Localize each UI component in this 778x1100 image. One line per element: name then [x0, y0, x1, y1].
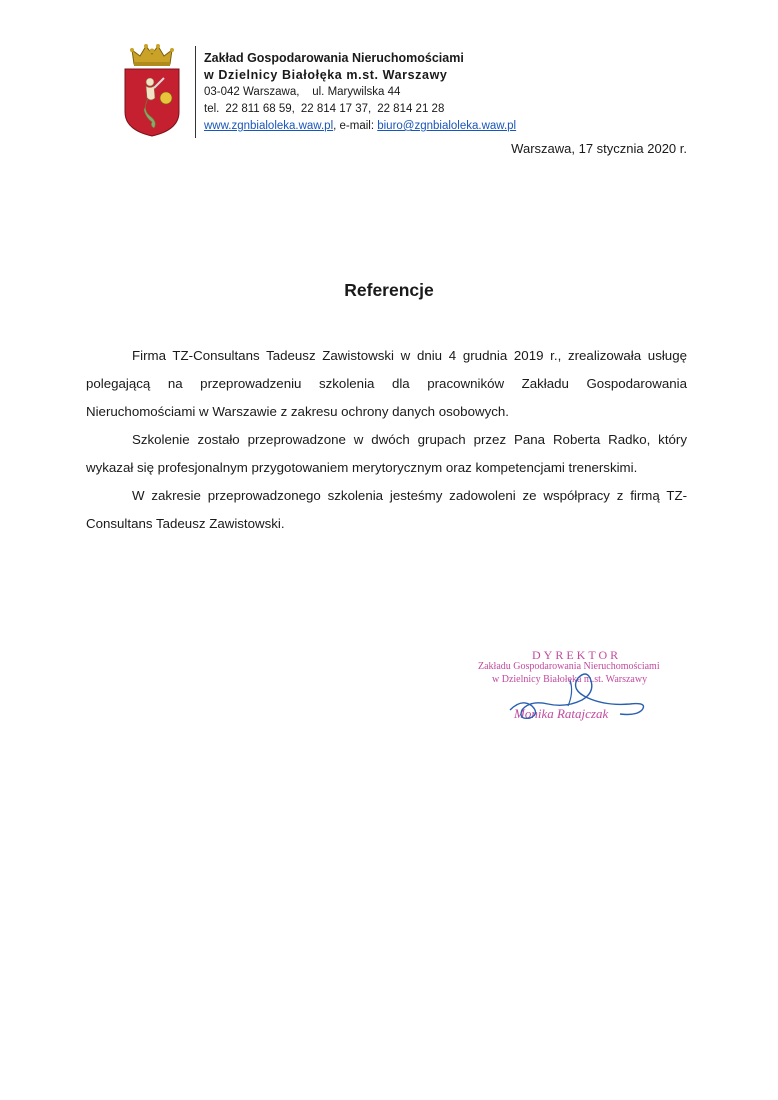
phone-prefix: tel.	[204, 103, 220, 115]
letter-date: Warszawa, 17 stycznia 2020 r.	[511, 141, 687, 156]
stamp-line2: w Dzielnicy Białołęka m.st. Warszawy	[492, 674, 648, 685]
body-paragraph: W zakresie przeprowadzonego szkolenia jesteśmy zadowoleni ze współpracy z firmą TZ-Consultans Tadeusz Zawistowski.	[86, 488, 687, 531]
email-link[interactable]: biuro@zgnbialoleka.waw.pl	[377, 120, 517, 132]
stamp-name: Monika Ratajczak	[514, 706, 609, 721]
letter-body	[86, 342, 687, 538]
org-name-line2: w Dzielnicy Białołęka m.st. Warszawy	[204, 68, 448, 82]
phone-number: 22 811 68 59,	[225, 103, 295, 115]
document-title: Referencje	[344, 280, 434, 300]
stamp-line1: Zakładu Gospodarowania Nieruchomościami	[478, 661, 660, 672]
stamp-title: DYREKTOR	[532, 648, 622, 662]
warsaw-coat-of-arms-logo	[120, 42, 184, 138]
org-phones	[204, 101, 516, 118]
handwritten-signature	[470, 648, 690, 738]
email-label: , e-mail:	[333, 120, 378, 132]
body-paragraph: Szkolenie zostało przeprowadzone w dwóch grupach przez Pana Roberta Radko, który wykazał się profesjonalnym przygotowaniem merytorycznym oraz kompetencjami trenerskimi.	[86, 432, 687, 475]
director-stamp	[470, 648, 690, 738]
header-divider	[195, 46, 196, 138]
phone-number: 22 814 21 28	[377, 103, 445, 115]
org-name-line1: Zakład Gospodarowania Nieruchomościami	[204, 51, 464, 65]
body-paragraph: Firma TZ-Consultans Tadeusz Zawistowski w dniu 4 grudnia 2019 r., zrealizowała usługę polegającą na przeprowadzeniu szkolenia dla pracowników Zakładu Gospodarowania Nieruchomościami w Warszawie z zakresu ochrony danych osobowych.	[86, 348, 687, 419]
org-contact	[204, 118, 516, 135]
phone-number: 22 814 17 37,	[300, 103, 372, 115]
website-link[interactable]: www.zgnbialoleka.waw.pl	[204, 120, 334, 132]
crown-icon	[130, 44, 174, 66]
org-address: 03-042 Warszawa, ul. Marywilska 44	[204, 86, 401, 98]
letterhead	[204, 50, 516, 135]
